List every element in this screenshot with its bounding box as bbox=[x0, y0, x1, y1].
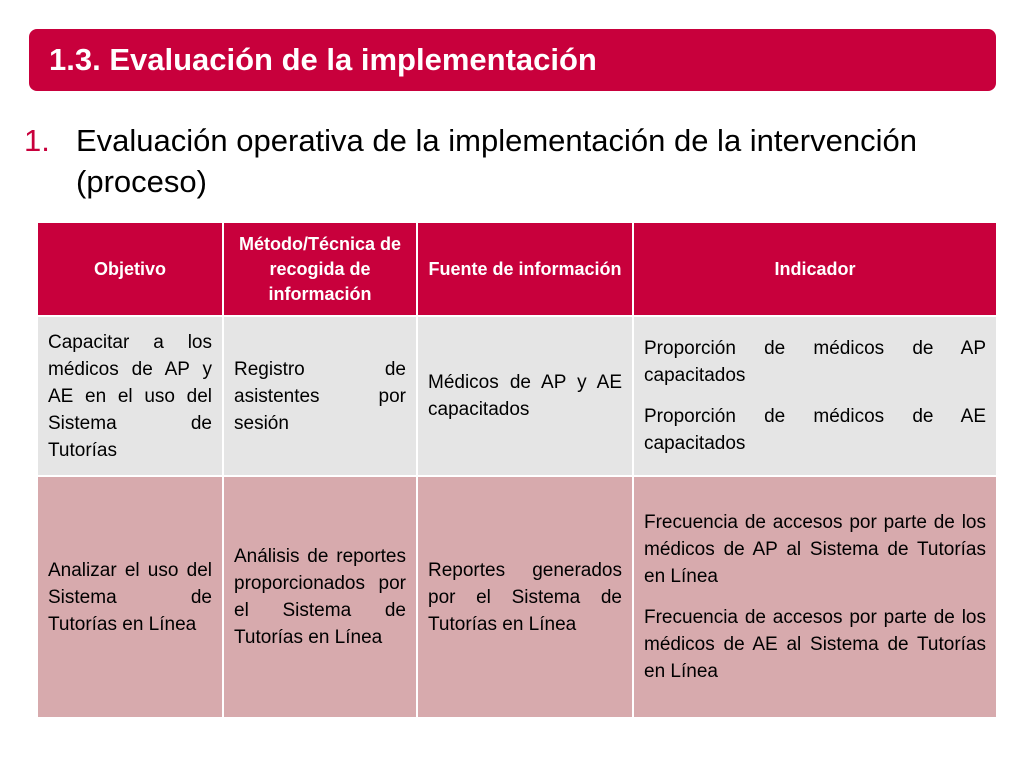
cell-objetivo: Analizar el uso del Sistema de Tutorías en Línea bbox=[37, 476, 223, 718]
cell-fuente: Reportes generados por el Sistema de Tutorías en Línea bbox=[417, 476, 633, 718]
header-metodo: Método/Técnica de recogida de información bbox=[223, 222, 417, 316]
list-item-text: Evaluación operativa de la implementación de la intervención (proceso) bbox=[76, 123, 917, 199]
evaluation-table bbox=[36, 221, 998, 719]
cell-indicador bbox=[633, 316, 997, 476]
cell-metodo: Análisis de reportes proporcionados por el Sistema de Tutorías en Línea bbox=[223, 476, 417, 718]
indicator-text: Proporción de médicos de AE capacitados bbox=[644, 406, 986, 454]
slide-title: 1.3. Evaluación de la implementación bbox=[29, 29, 996, 91]
cell-indicador bbox=[633, 476, 997, 718]
cell-objetivo: Capacitar a los médicos de AP y AE en el uso del Sistema de Tutorías bbox=[37, 316, 223, 476]
indicator-text: Frecuencia de accesos por parte de los médicos de AP al Sistema de Tutorías en Línea bbox=[644, 512, 986, 587]
table-row bbox=[37, 476, 997, 718]
header-fuente: Fuente de información bbox=[417, 222, 633, 316]
numbered-list-item bbox=[24, 120, 1014, 202]
table-row bbox=[37, 316, 997, 476]
indicator-text: Proporción de médicos de AP capacitados bbox=[644, 338, 986, 386]
cell-fuente: Médicos de AP y AE capacitados bbox=[417, 316, 633, 476]
indicator-text: Frecuencia de accesos por parte de los médicos de AE al Sistema de Tutorías en Línea bbox=[644, 607, 986, 682]
header-indicador: Indicador bbox=[633, 222, 997, 316]
cell-metodo: Registro de asistentes por sesión bbox=[223, 316, 417, 476]
table-header-row bbox=[37, 222, 997, 316]
header-objetivo: Objetivo bbox=[37, 222, 223, 316]
list-number: 1. bbox=[24, 123, 50, 158]
